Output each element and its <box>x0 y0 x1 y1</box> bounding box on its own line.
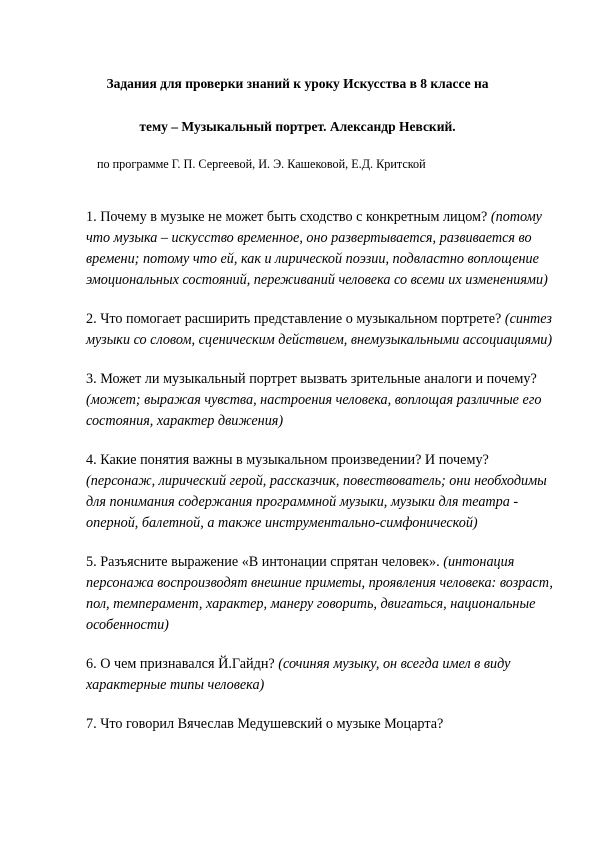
answer-text: (может; выражая чувства, настроения человека, воплощая различные его состояния, характер движения) <box>86 392 542 429</box>
program-authors: по программе Г. П. Сергеевой, И. Э. Кашековой, Е.Д. Критской <box>97 157 426 171</box>
answer-text: (потому что музыка – искусство временное, оно развертывается, развивается во времени; потому что ей, как и лирической поэзии, подвластно воплощение эмоциональных состояний, переживаний человека со всеми их изменениями) <box>86 209 548 288</box>
question-4 <box>86 450 556 534</box>
question-2 <box>86 309 556 351</box>
answer-text: (синтез музыки со словом, сценическим действием, внемузыкальными ассоциациями) <box>86 311 553 348</box>
question-text: 6. О чем признавался Й.Гайдн? <box>86 656 275 672</box>
question-text: 5. Разъясните выражение «В интонации спрятан человек». <box>86 554 440 570</box>
question-5 <box>86 552 556 636</box>
question-text: 1. Почему в музыке не может быть сходство с конкретным лицом? <box>86 209 488 225</box>
question-list <box>86 207 556 753</box>
question-6 <box>86 654 556 696</box>
question-7 <box>86 714 556 735</box>
question-3 <box>86 369 556 432</box>
question-text: 2. Что помогает расширить представление о музыкальном портрете? <box>86 311 502 327</box>
question-text: 4. Какие понятия важны в музыкальном произведении? И почему? <box>86 452 489 468</box>
answer-text: (сочиняя музыку, он всегда имел в виду характерные типы человека) <box>86 656 511 693</box>
question-1 <box>86 207 556 291</box>
answer-text: (интонация персонажа воспроизводят внешние приметы, проявления человека: возраст, пол, темперамент, характер, манеру говорить, двигаться, национальные особенности) <box>86 554 553 633</box>
title-line-1: Задания для проверки знаний к уроку Искусства в 8 классе на <box>106 76 489 91</box>
title-line-2: тему – Музыкальный портрет. Александр Невский. <box>139 119 456 134</box>
question-text: 7. Что говорил Вячеслав Медушевский о музыке Моцарта? <box>86 716 444 732</box>
question-text: 3. Может ли музыкальный портрет вызвать зрительные аналоги и почему? <box>86 371 537 387</box>
answer-text: (персонаж, лирический герой, рассказчик, повествователь; они необходимы для понимания содержания программной музыки, музыки для театра - оперной, балетной, а также инструментально-симфонической) <box>86 473 547 531</box>
